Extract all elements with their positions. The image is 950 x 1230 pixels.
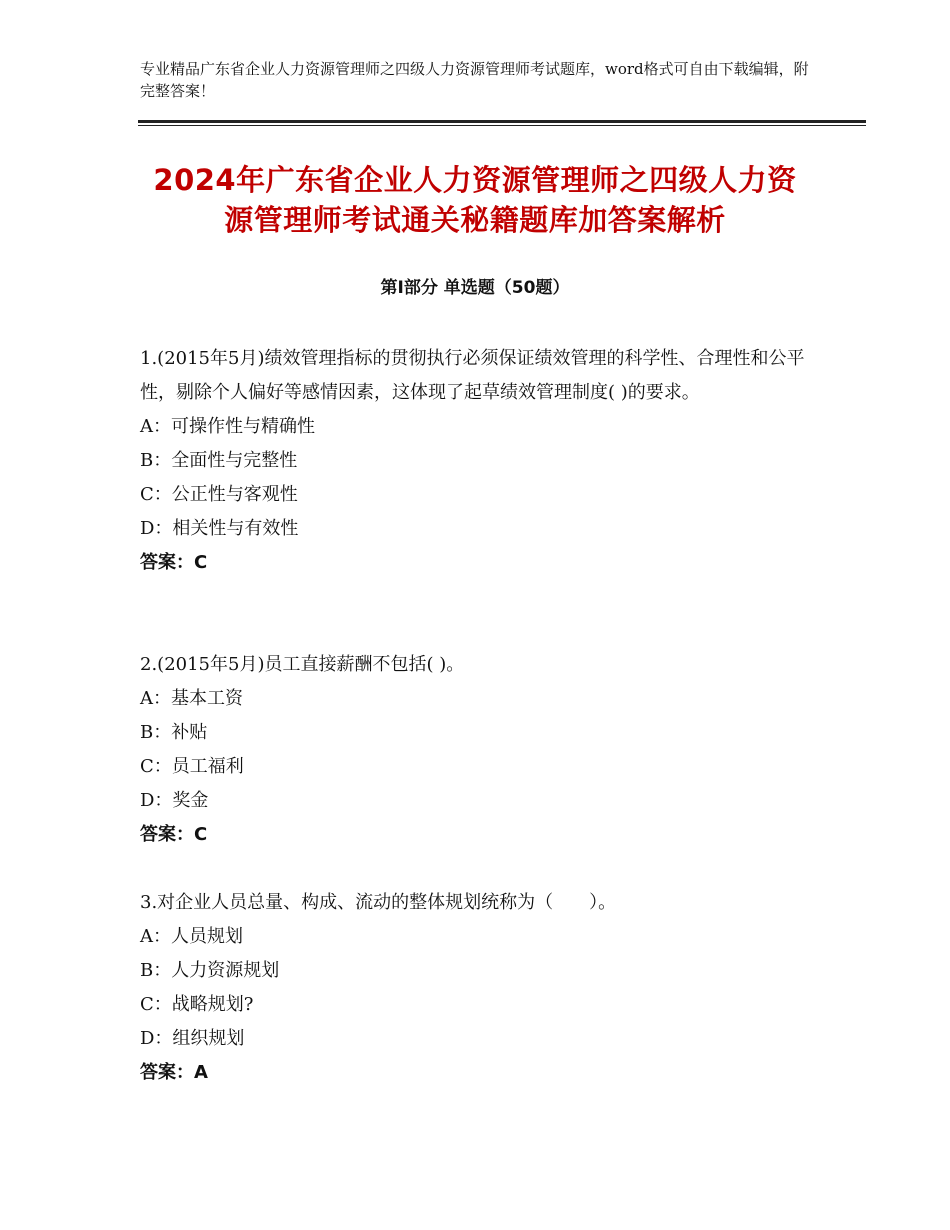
answer-label: 答案：C <box>140 824 208 845</box>
option-c: C：公正性与客观性 <box>140 484 298 505</box>
question-item <box>140 342 810 580</box>
section-heading: 第Ⅰ部分 单选题（50题） <box>380 278 570 298</box>
option-a: A：基本工资 <box>140 688 243 709</box>
answer-label: 答案：A <box>140 1062 208 1083</box>
document-title: 2024年广东省企业人力资源管理师之四级人力资源管理师考试通关秘籍题库加答案解析 <box>153 163 797 237</box>
option-b: B：补贴 <box>140 722 208 743</box>
question-text: 3.对企业人员总量、构成、流动的整体规划统称为（ ）。 <box>140 892 617 913</box>
answer-label: 答案：C <box>140 552 208 573</box>
header-note: 专业精品广东省企业人力资源管理师之四级人力资源管理师考试题库，word格式可自由下载编辑，附完整答案！ <box>140 60 809 100</box>
header-divider-thin <box>138 125 866 126</box>
option-d: D：相关性与有效性 <box>140 518 299 539</box>
question-text: 2.(2015年5月)员工直接薪酬不包括( )。 <box>140 654 465 675</box>
question-item <box>140 648 810 852</box>
option-c: C：战略规划? <box>140 994 254 1015</box>
option-d: D：组织规划 <box>140 1028 245 1049</box>
option-b: B：全面性与完整性 <box>140 450 298 471</box>
option-a: A：可操作性与精确性 <box>140 416 315 437</box>
option-b: B：人力资源规划 <box>140 960 280 981</box>
question-text: 1.(2015年5月)绩效管理指标的贯彻执行必须保证绩效管理的科学性、合理性和公平性，剔除个人偏好等感情因素，这体现了起草绩效管理制度( )的要求。 <box>140 348 805 403</box>
option-a: A：人员规划 <box>140 926 243 947</box>
option-d: D：奖金 <box>140 790 209 811</box>
question-item <box>140 886 810 1090</box>
option-c: C：员工福利 <box>140 756 244 777</box>
header-divider <box>138 120 866 123</box>
